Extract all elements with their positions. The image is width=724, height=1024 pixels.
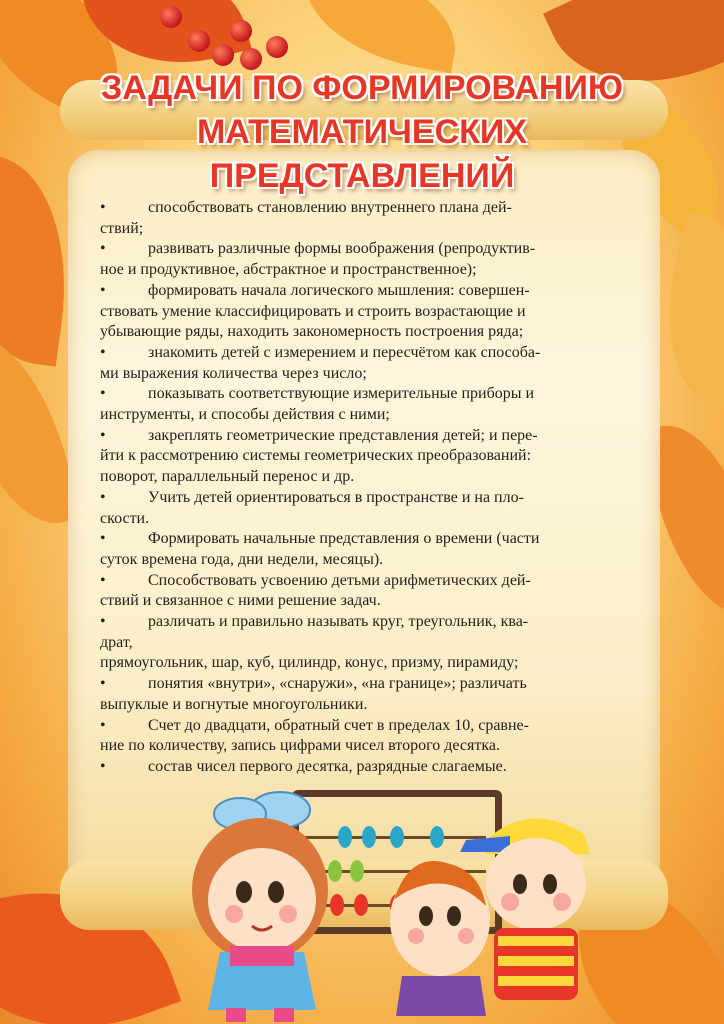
text-line: ми выражения количества через число; — [100, 364, 367, 382]
bullet-line: • закреплять геометрические представления детей; и пере- — [100, 426, 620, 447]
bullet-line: • формировать начала логического мышления: совершен- — [100, 281, 620, 302]
bullet-line: • способствовать становлению внутреннего плана дей- — [100, 198, 620, 219]
title-line: ЗАДАЧИ ПО ФОРМИРОВАНИЮ — [100, 69, 623, 107]
bullet-line: • знакомить детей с измерением и пересчётом как способа- — [100, 343, 620, 364]
poster-title — [40, 66, 684, 198]
maple-leaf-decoration — [293, 0, 466, 73]
text-line: ное и продуктивное, абстрактное и пространственное); — [100, 261, 477, 279]
bullet-line: • развивать различные формы воображения (репродуктив- — [100, 239, 620, 260]
bullet-line: • Формировать начальные представления о времени (части — [100, 529, 620, 550]
text-line: скости. — [100, 509, 150, 527]
text-line: ствовать умение классифицировать и строить возрастающие и — [100, 302, 526, 320]
berry-decoration — [230, 20, 252, 42]
berry-decoration — [212, 44, 234, 66]
girl-character — [192, 792, 328, 1022]
text-line: ствий и связанное с ними решение задач. — [100, 592, 381, 610]
bullet-line: • состав чисел первого десятка, разрядные слагаемые. — [100, 757, 620, 778]
bullet-line: • Учить детей ориентироваться в пространстве и на пло- — [100, 488, 620, 509]
text-line: суток времена года, дни недели, месяцы). — [100, 550, 384, 568]
bullet-line: • различать и правильно называть круг, треугольник, ква- — [100, 612, 620, 633]
bullet-line: • понятия «внутри», «снаружи», «на границе»; различать — [100, 674, 620, 695]
children-illustration — [180, 780, 620, 1024]
text-line: инструменты, и способы действия с ними; — [100, 406, 390, 424]
berry-decoration — [188, 30, 210, 52]
berry-decoration — [266, 36, 288, 58]
text-line: ние по количеству, запись цифрами чисел второго десятка. — [100, 737, 500, 755]
title-line: ПРЕДСТАВЛЕНИЙ — [209, 157, 515, 195]
text-line: драт, — [100, 633, 133, 651]
text-line: убывающие ряды, находить закономерность построения ряда; — [100, 323, 524, 341]
title-line: МАТЕМАТИЧЕСКИХ — [196, 113, 527, 151]
bullet-line: • показывать соответствующие измерительные приборы и — [100, 384, 620, 405]
berry-decoration — [160, 6, 182, 28]
text-line: йти к рассмотрению системы геометрических преобразований: — [100, 447, 532, 465]
task-list — [100, 198, 620, 778]
text-line: прямоугольник, шар, куб, цилиндр, конус, призму, пирамиду; — [100, 654, 519, 672]
text-line: поворот, параллельный перенос и др. — [100, 468, 355, 486]
bullet-line: • Способствовать усвоению детьми арифметических дей- — [100, 571, 620, 592]
text-line: ствий; — [100, 219, 144, 237]
text-line: выпуклые и вогнутые многоугольники. — [100, 695, 368, 713]
bullet-line: • Счет до двадцати, обратный счет в пределах 10, сравне- — [100, 716, 620, 737]
boy-character — [390, 861, 490, 1016]
